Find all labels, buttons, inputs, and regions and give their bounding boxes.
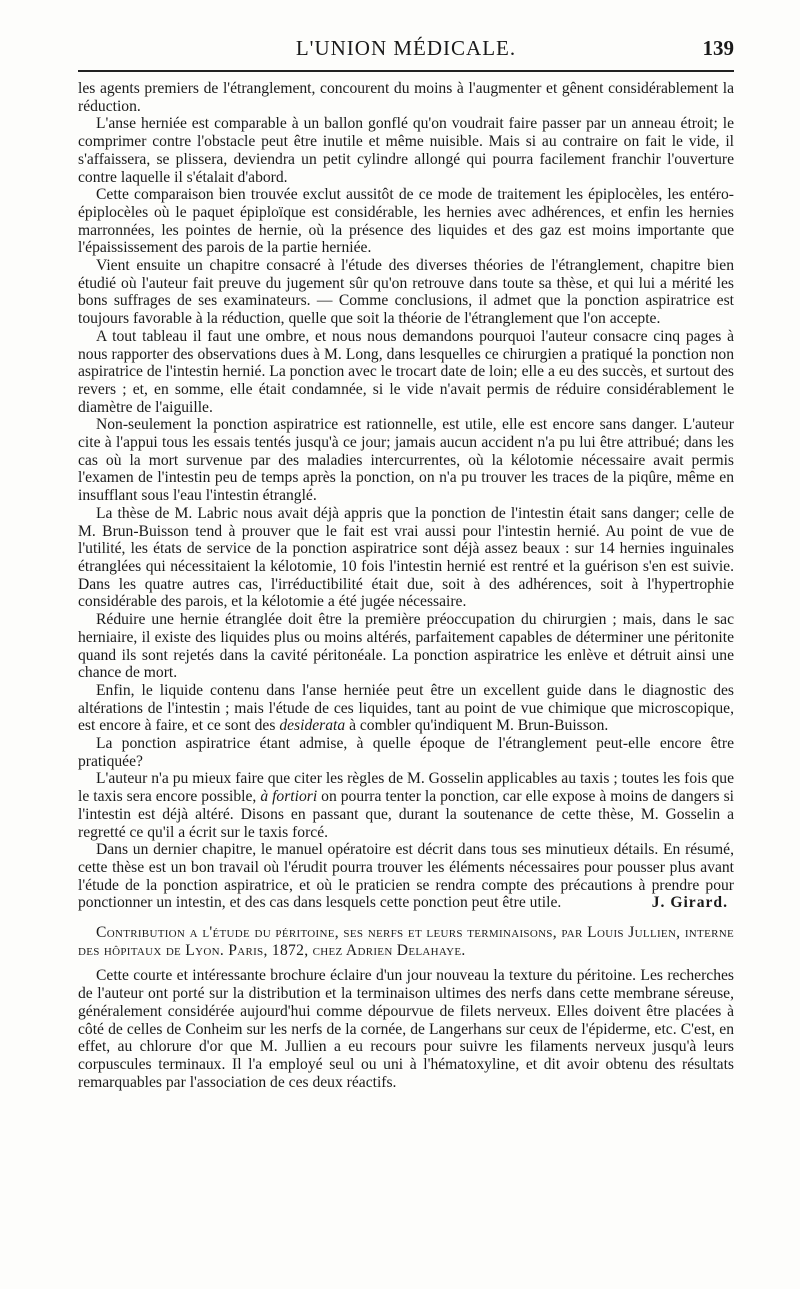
paragraph: L'anse herniée est comparable à un ballon gonflé qu'on voudrait faire passer par un anneau étroit; le comprimer contre l'obstacle peut être inutile et même nuisible. Mais si au contraire on fait le vide, il s'affaissera, se plissera, deviendra un petit cylindre allongé qui pourra facilement franchir l'ouverture contre laquelle il s'étalait d'abord. [78,115,734,186]
paragraph-text: à combler qu'indiquent M. Brun-Buisson. [345,717,609,735]
paragraph-text: Enfin, le liquide contenu dans l'anse herniée peut être un excellent guide dans le diagnostic des altérations de l'intestin ; mais l'étude de ces liquides, tant au point de vue chimique que microscopique, est encore à faire, et ce sont des [78,681,734,735]
italic-term: à fortiori [260,788,318,806]
notice-title-main: Contribution a l'étude du péritoine, ses nerfs et leurs terminaisons [96,924,553,942]
paragraph: Cette comparaison bien trouvée exclut aussitôt de ce mode de traitement les épiplocèles, les entéro-épiplocèles où le paquet épiploïque est considérable, les hernies avec adhérences, et enfin les hernies marronnées, les pointes de hernie, où la présence des liquides et des gaz est moins importante que l'épaississement des parois de la partie herniée. [78,186,734,257]
running-title: L'UNION MÉDICALE. [295,36,517,60]
author-signature: J. Girard. [651,894,728,912]
paragraph: les agents premiers de l'étranglement, concourent du moins à l'augmenter et gênent considérablement la réduction. [78,80,734,115]
spacer [78,959,734,967]
paragraph: A tout tableau il faut une ombre, et nous nous demandons pourquoi l'auteur consacre cinq pages à nous rapporter des observations dues à M. Long, dans lesquelles ce chirurgien a pratiqué la ponction non aspiratrice de l'intestin hernié. La ponction avec le trocart date de loin; elle a eu des succès, et surtout des revers ; et, en somme, elle était condamnée, si le vide n'avait permis de réduire considérablement le diamètre de l'aiguille. [78,327,734,416]
page-header [78,36,734,68]
paragraph: La thèse de M. Labric nous avait déjà appris que la ponction de l'intestin était sans danger; celle de M. Brun-Buisson tend à prouver que le fait est vrai aussi pour l'intestin hernié. Au point de vue de l'utilité, les états de service de la ponction aspiratrice sont déjà assez beaux : sur 14 hernies inguinales étranglées qui nécessitaient la kélotomie, 10 fois l'intestin hernié est rentré et la guérison s'en est suivie. Dans les quatre autres cas, l'irréductibilité était due, soit à des adhérences, soit à l'hypertrophie considérable des parois, et la kélotomie a été jugée nécessaire. [78,504,734,611]
paragraph [78,682,734,735]
paragraph-text: L'auteur n'a pu mieux faire que citer les règles de M. Gosselin applicables au taxis ; toutes les fois que le taxis sera encore possible, [78,770,734,806]
page-number: 139 [702,36,734,60]
paragraph: Réduire une hernie étranglée doit être la première préoccupation du chirurgien ; mais, dans le sac herniaire, il existe des liquides plus ou moins altérés, parfaitement capables de déterminer une péritonite quand ils sont rejetés dans la cavité péritonéale. La ponction aspiratrice les enlève et détruit ainsi une chance de mort. [78,611,734,682]
italic-term: desiderata [279,717,346,735]
article-body [78,80,734,1091]
paragraph: Vient ensuite un chapitre consacré à l'étude des diverses théories de l'étranglement, chapitre bien étudié où l'auteur fait preuve du jugement sûr qu'on retrouve dans toute sa thèse, et qui lui a mérité les bons suffrages de ses examinateurs. — Comme conclusions, il admet que la ponction aspiratrice est toujours favorable à la réduction, quelle que soit la théorie de l'étranglement que l'on accepte. [78,257,734,328]
notice-title-rest: , par Louis Jullien, interne des hôpitaux de Lyon. Paris, 1872, chez Adrien Delahaye. [78,924,734,959]
notice-paragraph: Cette courte et intéressante brochure éclaire d'un jour nouveau la texture du péritoine. Les recherches de l'auteur ont porté sur la distribution et la terminaison ultimes des nerfs dans cette membrane séreuse, généralement considérée aujourd'hui comme dépourvue de filets nerveux. Elles doivent être placées à côté de celles de Conheim sur les nerfs de la cornée, de Langerhans sur ceux de l'épiderme, etc. C'est, en effet, au chlorure d'or que M. Jullien a eu recours pour suivre les filaments nerveux jusqu'à leurs corpuscules terminaux. Il l'a employé seul ou uni à l'hématoxyline, et dit avoir obtenu des résultats remarquables par l'association de ces deux réactifs. [78,967,734,1091]
notice-title [78,924,734,959]
paragraph [78,770,734,841]
header-rule [78,70,734,72]
paragraph: Non-seulement la ponction aspiratrice est rationnelle, est utile, elle est encore sans danger. L'auteur cite à l'appui tous les essais tentés jusqu'à ce jour; jamais aucun accident n'a pu lui être attribué; dans les cas où la mort survenue par des maladies intercurrentes, où la kélotomie nécessaire avait permis l'examen de l'intestin peu de temps après la ponction, on n'a pu trouver les traces de la piqûre, même en insufflant sous l'eau l'intestin étranglé. [78,416,734,505]
paragraph: La ponction aspiratrice étant admise, à quelle époque de l'étranglement peut-elle encore être pratiquée? [78,735,734,770]
paragraph-text: on pourra tenter la ponction, car elle expose à moins de dangers si l'intestin est déjà altéré. Disons en passant que, durant la soutenance de cette thèse, M. Gosselin a regretté ce qu'il a écrit sur le taxis forcé. [78,788,734,841]
paragraph: Dans un dernier chapitre, le manuel opératoire est décrit dans tous ses minutieux détails. En résumé, cette thèse est un bon travail où l'érudit pourra trouver les éléments nécessaires pour pousser plus avant l'étude de la ponction aspiratrice, et où le praticien se rendra compte des précautions à prendre pour ponctionner un intestin, et des cas dans lesquels cette ponction peut être utile. [78,841,734,912]
